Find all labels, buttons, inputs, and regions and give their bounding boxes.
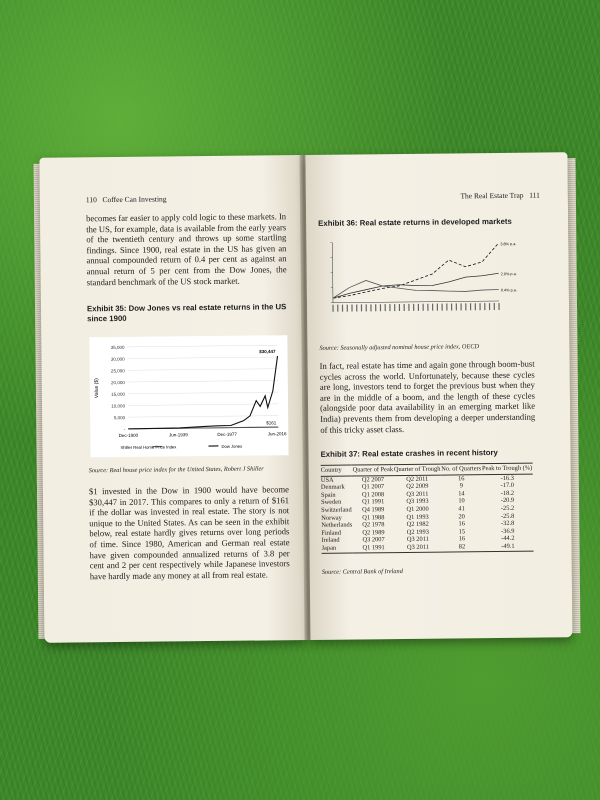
table-cell: Denmark [320,483,345,492]
table-cell: Q2 1989 [362,528,385,537]
exhibit-37-title: Exhibit 37: Real estate crashes in recent history [320,448,498,459]
x-tick-label: Jun-1939 [168,432,188,438]
gridline [128,404,278,406]
x-tick-label: Dec-1977 [217,431,237,437]
table-cell: 82 [442,543,483,552]
y-tick-label: 30,000 [110,356,125,362]
gridline [128,392,278,394]
y-tick-label: 5,000 [113,415,126,421]
table-cell: Q4 1989 [362,506,385,514]
y-tick-label: 15,000 [111,391,125,397]
table-cell: 16 [458,474,465,483]
table-cell: Q1 1991 [362,498,385,506]
table-cell: -49.1 [482,543,533,552]
table-cell: -44.2 [501,535,515,543]
y-tick-label: 10,000 [111,403,126,409]
table-cell: Q1 1991 [353,544,394,553]
table-cell: Spain [320,491,336,499]
table-cell: 41 [458,505,465,513]
table-cell: USA [320,476,334,484]
table-cell: Q2 1982 [406,520,429,529]
table-cell: Q3 1993 [406,498,429,506]
table-cell: Ireland [321,537,340,545]
table-cell: Q2 2007 [361,475,385,484]
table-cell: -32.8 [501,519,515,528]
table-cell: 16 [458,535,466,543]
table-header-cell: No. of Quarters [441,464,482,475]
table-cell: Q1 1988 [362,513,385,521]
exhibit-35-title: Exhibit 35: Dow Jones vs real estate returns in the US since 1900 [86,302,287,324]
table-cell: 14 [458,490,465,498]
series-end-label: 2.0% p.a. [500,272,517,277]
table-cell: 10 [458,497,465,505]
table-cell: Norway [321,514,342,522]
right-body-paragraph: In fact, real estate has time and again gone through boom-bust cycles across the world. Unfortunately, because these cycles are long, investors tend to forget the previous bust when they are in the middle of a boom, and the length of these cycles (alongside poor data availability in an emerging market like India) prevents them from developing a deeper understanding of this tricky asset class. [319,358,536,435]
left-running-title: Coffee Can Investing [102,194,167,205]
left-intro-paragraph: becomes far easier to apply cold logic to these markets. In the US, for example, data is available from the early years of the twentieth century and throws up some startling findings. Since 1900, real estate in the US has given an annual compounded return of 0.4 per cent as against an annual return of 5 per cent from the Dow Jones, the standard benchmark of the US stock market. [86,211,287,287]
right-running-head [460,191,540,201]
exhibit-36-source: Source: Seasonally adjusted nominal house price index, OECD [319,343,480,352]
table-header-cell: Quarter of Trough [393,464,440,475]
table-cell: 16 [458,520,465,528]
exhibit-36-chart [318,233,519,335]
y-axis-label: Value ($) [93,378,100,399]
table-cell: Q3 2011 [406,490,429,498]
table-body [321,474,534,553]
legend-label: Shiller Real Home Price Index [120,444,177,450]
table-cell: -25.2 [500,504,515,512]
table-header-cell: Country [321,465,353,476]
table-cell: Q2 2009 [406,482,429,491]
legend-label: Dow Jones [221,443,243,449]
right-running-title: The Real Estate Trap [460,190,524,201]
y-tick-label: 35,000 [110,344,125,351]
x-tick-label: Dec-1900 [118,432,139,438]
developed-markets-chart [318,233,519,335]
table-cell: Q1 2007 [361,483,385,491]
series-line-1 [333,273,499,298]
real-estate-crashes-table [321,463,534,554]
y-tick-label: 20,000 [111,380,125,386]
table-cell: Q1 2000 [406,505,429,513]
table-cell: Switzerland [321,506,352,514]
exhibit-37-source: Source: Central Bank of Ireland [321,568,403,576]
table-cell: -20.9 [500,497,515,505]
exhibit-35-source: Source: Real house price index for the United States, Robert J Shiller [88,465,264,475]
table-cell: Sweden [321,499,342,507]
exhibit-35-chart [89,335,288,457]
gridline [127,345,277,347]
gridline [128,380,278,382]
table-cell: -17.0 [500,482,514,490]
left-page [39,155,306,643]
table-cell: Q2 1993 [406,528,429,536]
table-cell: -36.9 [501,527,515,535]
table-cell: Q2 1978 [362,521,385,529]
left-body-paragraph: $1 invested in the Dow in 1900 would have become $30,447 in 2017. This compares to only a return of $161 if the dollar was invested in real estate. The story is not unique to the United States. As can be seen in the exhibit below, real estate hardly gives returns over long periods of time. Since 1980, American and German real estate have given compounded annualized returns of 3.8 per cent and 2 per cent respectively while Japanese investors have hardly made any money at all from real estate. [88,484,290,582]
right-page-number: 111 [529,190,540,200]
y-tick-label: 25,000 [110,368,125,374]
gridline [128,416,278,418]
table-row [322,543,534,553]
table-cell: Q1 2008 [361,490,385,499]
table-cell: Netherlands [321,521,353,530]
gridline [128,357,278,359]
table-cell: Q1 1993 [406,513,429,521]
table-cell: -16.3 [500,474,514,482]
table-cell: 9 [459,482,463,490]
table-cell: Q3 2011 [406,536,429,544]
left-running-head [86,194,167,204]
table-header-cell: Quarter of Peak [352,465,393,476]
table-cell: Japan [322,544,354,552]
exhibit-36-title: Exhibit 36: Real estate returns in developed markets [318,216,512,228]
table-cell: -18.2 [500,489,515,497]
x-axis [333,301,499,303]
right-page [305,152,572,640]
data-label: $30,447 [259,348,276,355]
table-header-cell: Peak to Trough (%) [481,463,532,474]
gridline [128,369,278,371]
table-cell: Finland [321,529,341,537]
left-page-number: 110 [85,195,97,205]
series-line-2 [333,279,499,298]
series-end-label: 3.8% p.a. [500,242,517,247]
table-cell: Q2 2011 [406,475,429,483]
table-cell: Q3 2007 [362,536,385,544]
series-end-label: 0.4% p.a. [500,288,517,293]
open-book [39,152,574,648]
data-label: $161 [266,420,277,426]
x-tick-label: Jun-2016 [267,431,287,437]
table-cell: -25.8 [500,512,515,520]
table-cell: 15 [458,528,466,536]
dow-vs-realestate-chart [89,335,288,457]
series-line-0 [332,243,499,298]
table-cell: Q3 2011 [394,544,441,553]
y-tick-label: - [123,426,126,432]
table-cell: 20 [458,512,465,520]
